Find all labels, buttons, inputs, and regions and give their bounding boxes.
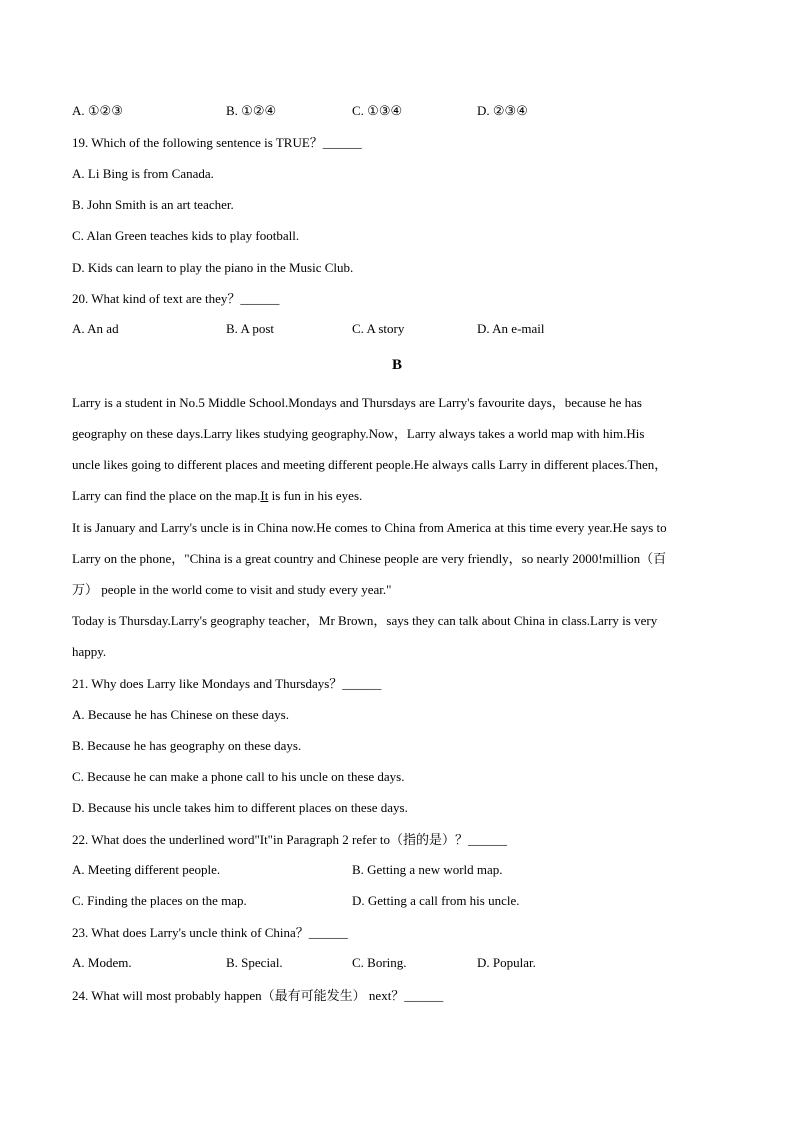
q20-question: 20. What kind of text are they？______ xyxy=(72,291,280,306)
q21-option-b: B. Because he has geography on these days. xyxy=(72,738,302,753)
passage-line: geography on these days.Larry likes studying geography.Now，Larry always takes a world map with him.His xyxy=(72,426,645,441)
passage-line: Larry is a student in No.5 Middle School.Mondays and Thursdays are Larry's favourite days，because he has xyxy=(72,395,642,410)
q21-option-a: A. Because he has Chinese on these days. xyxy=(72,707,289,722)
q19-option-a: A. Li Bing is from Canada. xyxy=(72,166,214,181)
q22-option-c: C. Finding the places on the map. xyxy=(72,893,247,908)
q23-options xyxy=(72,955,722,973)
q23-question: 23. What does Larry's uncle think of China？______ xyxy=(72,925,348,940)
q20-option-a: A. An ad xyxy=(72,321,119,336)
passage-line: uncle likes going to different places and meeting different people.He always calls Larry in different places.Then， xyxy=(72,457,668,472)
q23-option-b: B. Special. xyxy=(226,955,283,970)
section-b-heading: B xyxy=(391,357,402,373)
underlined-word: It xyxy=(260,488,269,503)
q22-option-b: B. Getting a new world map. xyxy=(352,862,503,877)
q23-option-c: C. Boring. xyxy=(352,955,407,970)
passage-line: 万） people in the world come to visit and study every year." xyxy=(72,582,392,597)
q20-option-b: B. A post xyxy=(226,321,275,336)
q21-option-d: D. Because his uncle takes him to different places on these days. xyxy=(72,800,408,815)
passage-line xyxy=(72,487,362,505)
q20-option-d: D. An e-mail xyxy=(477,321,545,336)
q20-option-c: C. A story xyxy=(352,321,405,336)
passage-line: happy. xyxy=(72,644,107,659)
q20-options xyxy=(72,321,722,339)
q22-options-row-1 xyxy=(72,862,722,880)
q18-option-c: C. ①③④ xyxy=(352,103,403,118)
q19-option-c: C. Alan Green teaches kids to play football. xyxy=(72,228,300,243)
q18-options xyxy=(72,103,722,121)
q23-option-d: D. Popular. xyxy=(477,955,536,970)
passage-text: Larry can find the place on the map. xyxy=(72,488,261,503)
passage-text: is fun in his eyes. xyxy=(268,488,363,503)
q23-option-a: A. Modem. xyxy=(72,955,132,970)
passage-line: It is January and Larry's uncle is in China now.He comes to China from America at this time every year.He says to xyxy=(72,520,667,535)
q19-option-b: B. John Smith is an art teacher. xyxy=(72,197,234,212)
passage-line: Larry on the phone，"China is a great country and Chinese people are very friendly，so nearly 2000!million（百 xyxy=(72,551,667,566)
q19-question: 19. Which of the following sentence is TRUE？______ xyxy=(72,135,362,150)
q18-option-a: A. ①②③ xyxy=(72,103,123,118)
q22-option-d: D. Getting a call from his uncle. xyxy=(352,893,520,908)
q19-option-d: D. Kids can learn to play the piano in the Music Club. xyxy=(72,260,354,275)
q21-option-c: C. Because he can make a phone call to his uncle on these days. xyxy=(72,769,405,784)
q22-option-a: A. Meeting different people. xyxy=(72,862,221,877)
q22-question: 22. What does the underlined word"It"in Paragraph 2 refer to（指的是）？______ xyxy=(72,832,507,847)
q18-option-b: B. ①②④ xyxy=(226,103,277,118)
q21-question: 21. Why does Larry like Mondays and Thursdays？______ xyxy=(72,676,382,691)
passage-line: Today is Thursday.Larry's geography teacher，Mr Brown，says they can talk about China in class.Larry is very xyxy=(72,613,658,628)
q22-options-row-2 xyxy=(72,893,722,911)
q24-question: 24. What will most probably happen（最有可能发生） next？______ xyxy=(72,988,444,1003)
q18-option-d: D. ②③④ xyxy=(477,103,528,118)
